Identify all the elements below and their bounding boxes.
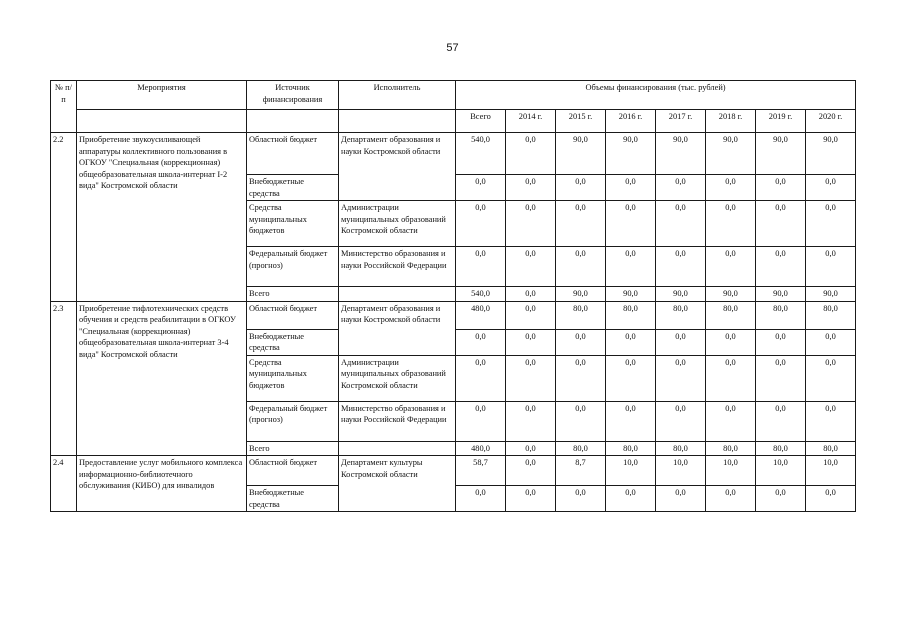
source-cell: Федеральный бюджет (прогноз) bbox=[247, 401, 339, 441]
value-cell: 0,0 bbox=[456, 201, 506, 247]
value-cell: 0,0 bbox=[456, 175, 506, 201]
value-cell: 0,0 bbox=[456, 401, 506, 441]
executor-cell: Департамент образования и науки Костромской области bbox=[339, 301, 456, 355]
source-cell: Внебюджетные средства bbox=[247, 486, 339, 512]
table-row bbox=[51, 456, 856, 486]
value-cell: 0,0 bbox=[556, 329, 606, 355]
header-num: № п/п bbox=[51, 81, 77, 133]
header-executor: Исполнитель bbox=[339, 81, 456, 110]
value-cell: 0,0 bbox=[506, 401, 556, 441]
value-cell: 0,0 bbox=[806, 401, 856, 441]
value-cell: 0,0 bbox=[456, 486, 506, 512]
header-year-2015: 2015 г. bbox=[556, 110, 606, 133]
executor-cell-empty bbox=[339, 441, 456, 456]
row-number: 2.3 bbox=[51, 301, 77, 456]
value-cell: 80,0 bbox=[706, 301, 756, 329]
value-cell: 80,0 bbox=[756, 301, 806, 329]
value-cell: 90,0 bbox=[756, 133, 806, 175]
value-cell: 10,0 bbox=[806, 456, 856, 486]
value-cell: 90,0 bbox=[756, 287, 806, 302]
value-cell: 0,0 bbox=[556, 401, 606, 441]
value-cell: 10,0 bbox=[756, 456, 806, 486]
value-cell: 80,0 bbox=[606, 301, 656, 329]
measure-title: Приобретение тифлотехнических средств обучения и средств реабилитации в ОГКОУ "Специальная (коррекционная) общеобразовательная школа-интернат 3-4 вида" Костромской области bbox=[77, 301, 247, 456]
value-cell: 0,0 bbox=[456, 355, 506, 401]
source-cell: Средства муниципальных бюджетов bbox=[247, 201, 339, 247]
header-year-2014: 2014 г. bbox=[506, 110, 556, 133]
value-cell: 0,0 bbox=[606, 486, 656, 512]
source-cell: Областной бюджет bbox=[247, 456, 339, 486]
value-cell: 0,0 bbox=[756, 175, 806, 201]
page-number: 57 bbox=[446, 42, 459, 54]
value-cell: 0,0 bbox=[656, 486, 706, 512]
header-volume: Объемы финансирования (тыс. рублей) bbox=[456, 81, 856, 110]
value-cell: 0,0 bbox=[506, 355, 556, 401]
value-cell: 0,0 bbox=[556, 201, 606, 247]
source-cell: Средства муниципальных бюджетов bbox=[247, 355, 339, 401]
value-cell: 0,0 bbox=[756, 401, 806, 441]
value-cell: 90,0 bbox=[606, 287, 656, 302]
row-number: 2.4 bbox=[51, 456, 77, 512]
header-year-2016: 2016 г. bbox=[606, 110, 656, 133]
value-cell: 0,0 bbox=[506, 201, 556, 247]
executor-cell: Департамент образования и науки Костромской области bbox=[339, 133, 456, 201]
value-cell: 90,0 bbox=[806, 133, 856, 175]
value-cell: 0,0 bbox=[706, 247, 756, 287]
value-cell: 10,0 bbox=[706, 456, 756, 486]
value-cell: 540,0 bbox=[456, 133, 506, 175]
value-cell: 0,0 bbox=[706, 175, 756, 201]
value-cell: 90,0 bbox=[706, 287, 756, 302]
value-cell: 0,0 bbox=[656, 329, 706, 355]
value-cell: 0,0 bbox=[656, 247, 706, 287]
value-cell: 0,0 bbox=[556, 486, 606, 512]
value-cell: 0,0 bbox=[706, 201, 756, 247]
source-cell: Областной бюджет bbox=[247, 301, 339, 329]
value-cell: 0,0 bbox=[506, 301, 556, 329]
header-year-total: Всего bbox=[456, 110, 506, 133]
header-executor-blank bbox=[339, 110, 456, 133]
header-year-2017: 2017 г. bbox=[656, 110, 706, 133]
value-cell: 0,0 bbox=[656, 201, 706, 247]
value-cell: 0,0 bbox=[456, 329, 506, 355]
value-cell: 0,0 bbox=[606, 247, 656, 287]
source-cell: Внебюджетные средства bbox=[247, 329, 339, 355]
header-year-2020: 2020 г. bbox=[806, 110, 856, 133]
value-cell: 0,0 bbox=[556, 247, 606, 287]
value-cell: 90,0 bbox=[806, 287, 856, 302]
value-cell: 0,0 bbox=[706, 401, 756, 441]
value-cell: 0,0 bbox=[706, 329, 756, 355]
header-year-2019: 2019 г. bbox=[756, 110, 806, 133]
value-cell: 0,0 bbox=[656, 355, 706, 401]
value-cell: 0,0 bbox=[606, 201, 656, 247]
value-cell: 80,0 bbox=[756, 441, 806, 456]
value-cell: 0,0 bbox=[506, 486, 556, 512]
value-cell: 10,0 bbox=[606, 456, 656, 486]
value-cell: 0,0 bbox=[606, 175, 656, 201]
header-source: Источник финансирования bbox=[247, 81, 339, 110]
value-cell: 0,0 bbox=[756, 355, 806, 401]
value-cell: 0,0 bbox=[806, 329, 856, 355]
value-cell: 0,0 bbox=[506, 329, 556, 355]
value-cell: 80,0 bbox=[606, 441, 656, 456]
value-cell: 90,0 bbox=[606, 133, 656, 175]
value-cell: 0,0 bbox=[756, 247, 806, 287]
value-cell: 0,0 bbox=[506, 133, 556, 175]
value-cell: 0,0 bbox=[806, 175, 856, 201]
value-cell: 80,0 bbox=[656, 441, 706, 456]
value-cell: 540,0 bbox=[456, 287, 506, 302]
header-measure-blank bbox=[77, 110, 247, 133]
value-cell: 0,0 bbox=[506, 456, 556, 486]
value-cell: 80,0 bbox=[806, 441, 856, 456]
value-cell: 0,0 bbox=[556, 355, 606, 401]
executor-cell: Министерство образования и науки Российской Федерации bbox=[339, 401, 456, 441]
value-cell: 0,0 bbox=[506, 287, 556, 302]
value-cell: 90,0 bbox=[656, 287, 706, 302]
value-cell: 80,0 bbox=[556, 441, 606, 456]
source-cell: Федеральный бюджет (прогноз) bbox=[247, 247, 339, 287]
value-cell: 58,7 bbox=[456, 456, 506, 486]
value-cell: 90,0 bbox=[706, 133, 756, 175]
value-cell: 0,0 bbox=[606, 329, 656, 355]
value-cell: 8,7 bbox=[556, 456, 606, 486]
value-cell: 90,0 bbox=[656, 133, 706, 175]
value-cell: 0,0 bbox=[756, 329, 806, 355]
value-cell: 80,0 bbox=[806, 301, 856, 329]
table-subheader-row bbox=[51, 110, 856, 133]
value-cell: 0,0 bbox=[806, 201, 856, 247]
measure-title: Предоставление услуг мобильного комплекса информационно-библиотечного обслуживания (КИБО) для инвалидов bbox=[77, 456, 247, 512]
value-cell: 480,0 bbox=[456, 441, 506, 456]
value-cell: 0,0 bbox=[806, 247, 856, 287]
table-header-row bbox=[51, 81, 856, 110]
value-cell: 80,0 bbox=[706, 441, 756, 456]
source-cell: Внебюджетные средства bbox=[247, 175, 339, 201]
value-cell: 80,0 bbox=[656, 301, 706, 329]
value-cell: 0,0 bbox=[706, 355, 756, 401]
value-cell: 80,0 bbox=[556, 301, 606, 329]
value-cell: 0,0 bbox=[556, 175, 606, 201]
value-cell: 10,0 bbox=[656, 456, 706, 486]
value-cell: 0,0 bbox=[756, 201, 806, 247]
value-cell: 0,0 bbox=[606, 401, 656, 441]
value-cell: 0,0 bbox=[506, 441, 556, 456]
value-cell: 90,0 bbox=[556, 133, 606, 175]
value-cell: 0,0 bbox=[506, 175, 556, 201]
executor-cell: Министерство образования и науки Российской Федерации bbox=[339, 247, 456, 287]
header-source-blank bbox=[247, 110, 339, 133]
value-cell: 0,0 bbox=[606, 355, 656, 401]
value-cell: 0,0 bbox=[656, 401, 706, 441]
value-cell: 0,0 bbox=[656, 175, 706, 201]
row-number: 2.2 bbox=[51, 133, 77, 302]
source-cell: Областной бюджет bbox=[247, 133, 339, 175]
value-cell: 0,0 bbox=[806, 486, 856, 512]
executor-cell: Департамент культуры Костромской области bbox=[339, 456, 456, 512]
value-cell: 0,0 bbox=[706, 486, 756, 512]
header-year-2018: 2018 г. bbox=[706, 110, 756, 133]
value-cell: 90,0 bbox=[556, 287, 606, 302]
table-row bbox=[51, 133, 856, 175]
value-cell: 0,0 bbox=[506, 247, 556, 287]
value-cell: 0,0 bbox=[456, 247, 506, 287]
table-row bbox=[51, 301, 856, 329]
measure-title: Приобретение звукоусиливающей аппаратуры коллективного пользования в ОГКОУ "Специальная (коррекционная) общеобразовательная школа-интернат I-2 вида" Костромской области bbox=[77, 133, 247, 302]
header-measure: Мероприятия bbox=[77, 81, 247, 110]
value-cell: 0,0 bbox=[806, 355, 856, 401]
executor-cell-empty bbox=[339, 287, 456, 302]
source-cell-total: Всего bbox=[247, 287, 339, 302]
executor-cell: Администрации муниципальных образований Костромской области bbox=[339, 201, 456, 247]
value-cell: 0,0 bbox=[756, 486, 806, 512]
financing-table bbox=[50, 80, 856, 512]
executor-cell: Администрации муниципальных образований Костромской области bbox=[339, 355, 456, 401]
source-cell-total: Всего bbox=[247, 441, 339, 456]
value-cell: 480,0 bbox=[456, 301, 506, 329]
